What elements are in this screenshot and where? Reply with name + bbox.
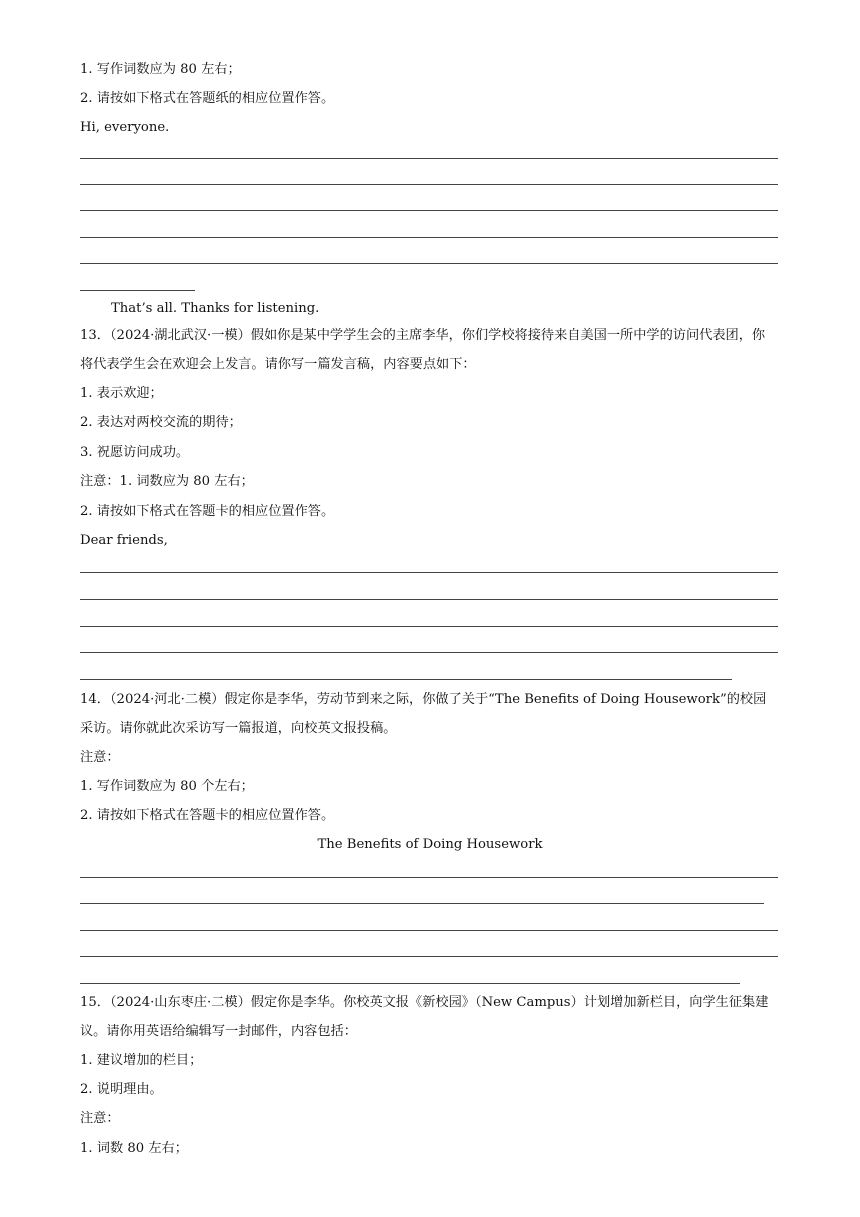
q12-note-1: 1. 写作词数应为 80 左右； <box>80 62 241 77</box>
answer-line <box>80 652 778 653</box>
q15-point-1: 1. 建议增加的栏目； <box>80 1053 203 1068</box>
q14-essay-title: The Benefits of Doing Housework <box>317 837 543 852</box>
q13-note-2: 2. 请按如下格式在答题卡的相应位置作答。 <box>80 504 335 519</box>
q14-note-1: 1. 写作词数应为 80 个左右； <box>80 779 254 794</box>
q13-point-3: 3. 祝愿访问成功。 <box>80 445 190 460</box>
q13-note-1: 注意：1. 词数应为 80 左右； <box>80 474 254 489</box>
answer-line <box>80 679 732 680</box>
answer-line-short <box>80 290 195 291</box>
answer-line <box>80 263 778 264</box>
answer-line <box>80 903 764 904</box>
answer-line <box>80 184 778 185</box>
q15-note-1: 1. 词数 80 左右； <box>80 1141 188 1156</box>
q13-greeting: Dear friends, <box>80 533 168 548</box>
q12-greeting: Hi, everyone. <box>80 120 170 135</box>
q15-note-heading: 注意： <box>80 1111 120 1126</box>
answer-line <box>80 599 778 600</box>
q15-prompt: 15．（2024·山东枣庄·二模）假定你是李华。你校英文报《新校园》（New Campus）计划增加新栏目，向学生征集建议。请你用英语给编辑写一封邮件，内容包括： <box>80 995 769 1039</box>
answer-line <box>80 572 778 573</box>
q13-point-2: 2. 表达对两校交流的期待； <box>80 415 242 430</box>
answer-line <box>80 877 778 878</box>
q13-prompt: 13．（2024·湖北武汉·一模）假如你是某中学学生会的主席李华，你们学校将接待来自美国一所中学的访问代表团，你将代表学生会在欢迎会上发言。请你写一篇发言稿，内容要点如下： <box>80 328 766 372</box>
answer-line <box>80 930 778 931</box>
answer-line <box>80 210 778 211</box>
q12-closing: That’s all. Thanks for listening. <box>111 301 320 316</box>
answer-line <box>80 158 778 159</box>
q14-note-heading: 注意： <box>80 750 120 765</box>
answer-line <box>80 626 778 627</box>
q13-point-1: 1. 表示欢迎； <box>80 386 163 401</box>
answer-line <box>80 983 740 984</box>
q12-note-2: 2. 请按如下格式在答题纸的相应位置作答。 <box>80 91 335 106</box>
q14-note-2: 2. 请按如下格式在答题卡的相应位置作答。 <box>80 808 335 823</box>
answer-line <box>80 956 778 957</box>
answer-line <box>80 237 778 238</box>
q15-point-2: 2. 说明理由。 <box>80 1082 163 1097</box>
q14-prompt: 14．（2024·河北·二模）假定你是李华，劳动节到来之际，你做了关于“The Benefits of Doing Housework”的校园采访。请你就此次采访写一篇报道，向校英文报投稿。 <box>80 692 767 736</box>
